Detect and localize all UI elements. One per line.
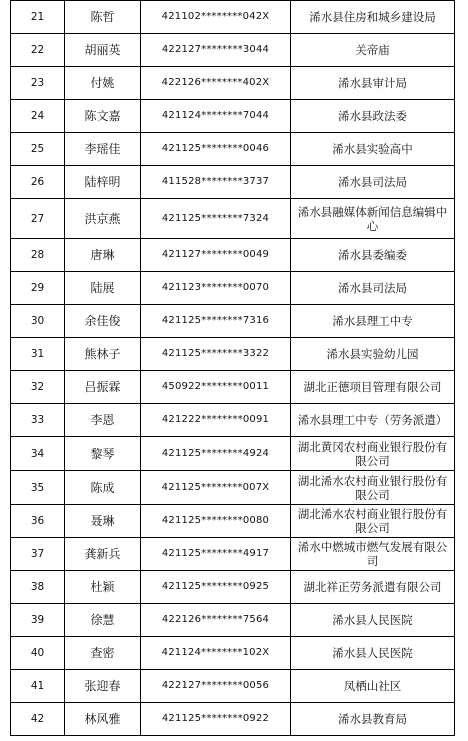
work-unit: 关帝庙 xyxy=(291,34,455,67)
table-row xyxy=(11,571,455,604)
work-unit: 浠水县融媒体新闻信息编辑中心 xyxy=(291,199,455,239)
person-name: 洪京燕 xyxy=(65,199,141,239)
work-unit: 浠水县实验高中 xyxy=(291,133,455,166)
table-row xyxy=(11,1,455,34)
person-name: 熊林子 xyxy=(65,338,141,371)
person-name: 聂琳 xyxy=(65,505,141,538)
id-number: 421125********7324 xyxy=(141,199,291,239)
id-number: 421127********0049 xyxy=(141,239,291,272)
row-number: 39 xyxy=(11,604,65,637)
work-unit: 浠水县教育局 xyxy=(291,703,455,736)
work-unit: 浠水县理工中专 xyxy=(291,305,455,338)
row-number: 29 xyxy=(11,272,65,305)
id-number: 421102********042X xyxy=(141,1,291,34)
person-name: 徐慧 xyxy=(65,604,141,637)
id-number: 422127********0056 xyxy=(141,670,291,703)
id-number: 421124********102X xyxy=(141,637,291,670)
table-row xyxy=(11,34,455,67)
row-number: 35 xyxy=(11,471,65,505)
table-row xyxy=(11,133,455,166)
id-number: 421124********7044 xyxy=(141,100,291,133)
row-number: 33 xyxy=(11,404,65,437)
table-row xyxy=(11,166,455,199)
person-name: 吕振霖 xyxy=(65,371,141,404)
id-number: 411528********3737 xyxy=(141,166,291,199)
work-unit: 湖北黄冈农村商业银行股份有限公司 xyxy=(291,437,455,471)
id-number: 421125********7316 xyxy=(141,305,291,338)
roster-table xyxy=(10,0,455,736)
id-number: 421125********3322 xyxy=(141,338,291,371)
person-name: 付姚 xyxy=(65,67,141,100)
person-name: 李恩 xyxy=(65,404,141,437)
person-name: 陈成 xyxy=(65,471,141,505)
work-unit: 浠水县司法局 xyxy=(291,272,455,305)
table-row xyxy=(11,703,455,736)
row-number: 38 xyxy=(11,571,65,604)
table-row xyxy=(11,538,455,571)
work-unit: 湖北浠水农村商业银行股份有限公司 xyxy=(291,505,455,538)
row-number: 28 xyxy=(11,239,65,272)
roster-body xyxy=(11,1,455,736)
work-unit: 浠水县政法委 xyxy=(291,100,455,133)
id-number: 421125********4924 xyxy=(141,437,291,471)
person-name: 杜颖 xyxy=(65,571,141,604)
row-number: 26 xyxy=(11,166,65,199)
row-number: 41 xyxy=(11,670,65,703)
id-number: 421125********4917 xyxy=(141,538,291,571)
person-name: 陆梓明 xyxy=(65,166,141,199)
row-number: 21 xyxy=(11,1,65,34)
work-unit: 浠水县人民医院 xyxy=(291,604,455,637)
row-number: 32 xyxy=(11,371,65,404)
person-name: 李瑶佳 xyxy=(65,133,141,166)
table-row xyxy=(11,637,455,670)
person-name: 张迎春 xyxy=(65,670,141,703)
id-number: 421222********0091 xyxy=(141,404,291,437)
id-number: 421123********0070 xyxy=(141,272,291,305)
work-unit: 浠水中燃城市燃气发展有限公司 xyxy=(291,538,455,571)
person-name: 胡丽英 xyxy=(65,34,141,67)
work-unit: 浠水县实验幼儿园 xyxy=(291,338,455,371)
row-number: 25 xyxy=(11,133,65,166)
work-unit: 湖北浠水农村商业银行股份有限公司 xyxy=(291,471,455,505)
row-number: 31 xyxy=(11,338,65,371)
person-name: 林风雅 xyxy=(65,703,141,736)
table-row xyxy=(11,100,455,133)
work-unit: 湖北祥正劳务派遣有限公司 xyxy=(291,571,455,604)
table-row xyxy=(11,338,455,371)
table-row xyxy=(11,272,455,305)
row-number: 23 xyxy=(11,67,65,100)
person-name: 陈文嘉 xyxy=(65,100,141,133)
table-row xyxy=(11,471,455,505)
work-unit: 浠水县审计局 xyxy=(291,67,455,100)
id-number: 421125********0080 xyxy=(141,505,291,538)
row-number: 27 xyxy=(11,199,65,239)
row-number: 42 xyxy=(11,703,65,736)
table-row xyxy=(11,505,455,538)
row-number: 34 xyxy=(11,437,65,471)
id-number: 450922********0011 xyxy=(141,371,291,404)
id-number: 421125********0925 xyxy=(141,571,291,604)
table-row xyxy=(11,437,455,471)
work-unit: 浠水县理工中专（劳务派遣） xyxy=(291,404,455,437)
table-row xyxy=(11,239,455,272)
row-number: 22 xyxy=(11,34,65,67)
table-row xyxy=(11,604,455,637)
row-number: 37 xyxy=(11,538,65,571)
work-unit: 浠水县人民医院 xyxy=(291,637,455,670)
work-unit: 浠水县委编委 xyxy=(291,239,455,272)
id-number: 421125********0922 xyxy=(141,703,291,736)
work-unit: 浠水县住房和城乡建设局 xyxy=(291,1,455,34)
person-name: 黎琴 xyxy=(65,437,141,471)
table-row xyxy=(11,404,455,437)
table-row xyxy=(11,199,455,239)
person-name: 查密 xyxy=(65,637,141,670)
person-name: 余佳俊 xyxy=(65,305,141,338)
row-number: 24 xyxy=(11,100,65,133)
person-name: 陈哲 xyxy=(65,1,141,34)
work-unit: 凤栖山社区 xyxy=(291,670,455,703)
work-unit: 浠水县司法局 xyxy=(291,166,455,199)
id-number: 421125********0046 xyxy=(141,133,291,166)
person-name: 陆展 xyxy=(65,272,141,305)
person-name: 唐琳 xyxy=(65,239,141,272)
work-unit: 湖北正德项目管理有限公司 xyxy=(291,371,455,404)
row-number: 30 xyxy=(11,305,65,338)
row-number: 36 xyxy=(11,505,65,538)
id-number: 422126********7564 xyxy=(141,604,291,637)
table-row xyxy=(11,670,455,703)
id-number: 422127********3044 xyxy=(141,34,291,67)
row-number: 40 xyxy=(11,637,65,670)
id-number: 422126********402X xyxy=(141,67,291,100)
table-row xyxy=(11,67,455,100)
person-name: 龚新兵 xyxy=(65,538,141,571)
table-row xyxy=(11,305,455,338)
table-row xyxy=(11,371,455,404)
id-number: 421125********007X xyxy=(141,471,291,505)
